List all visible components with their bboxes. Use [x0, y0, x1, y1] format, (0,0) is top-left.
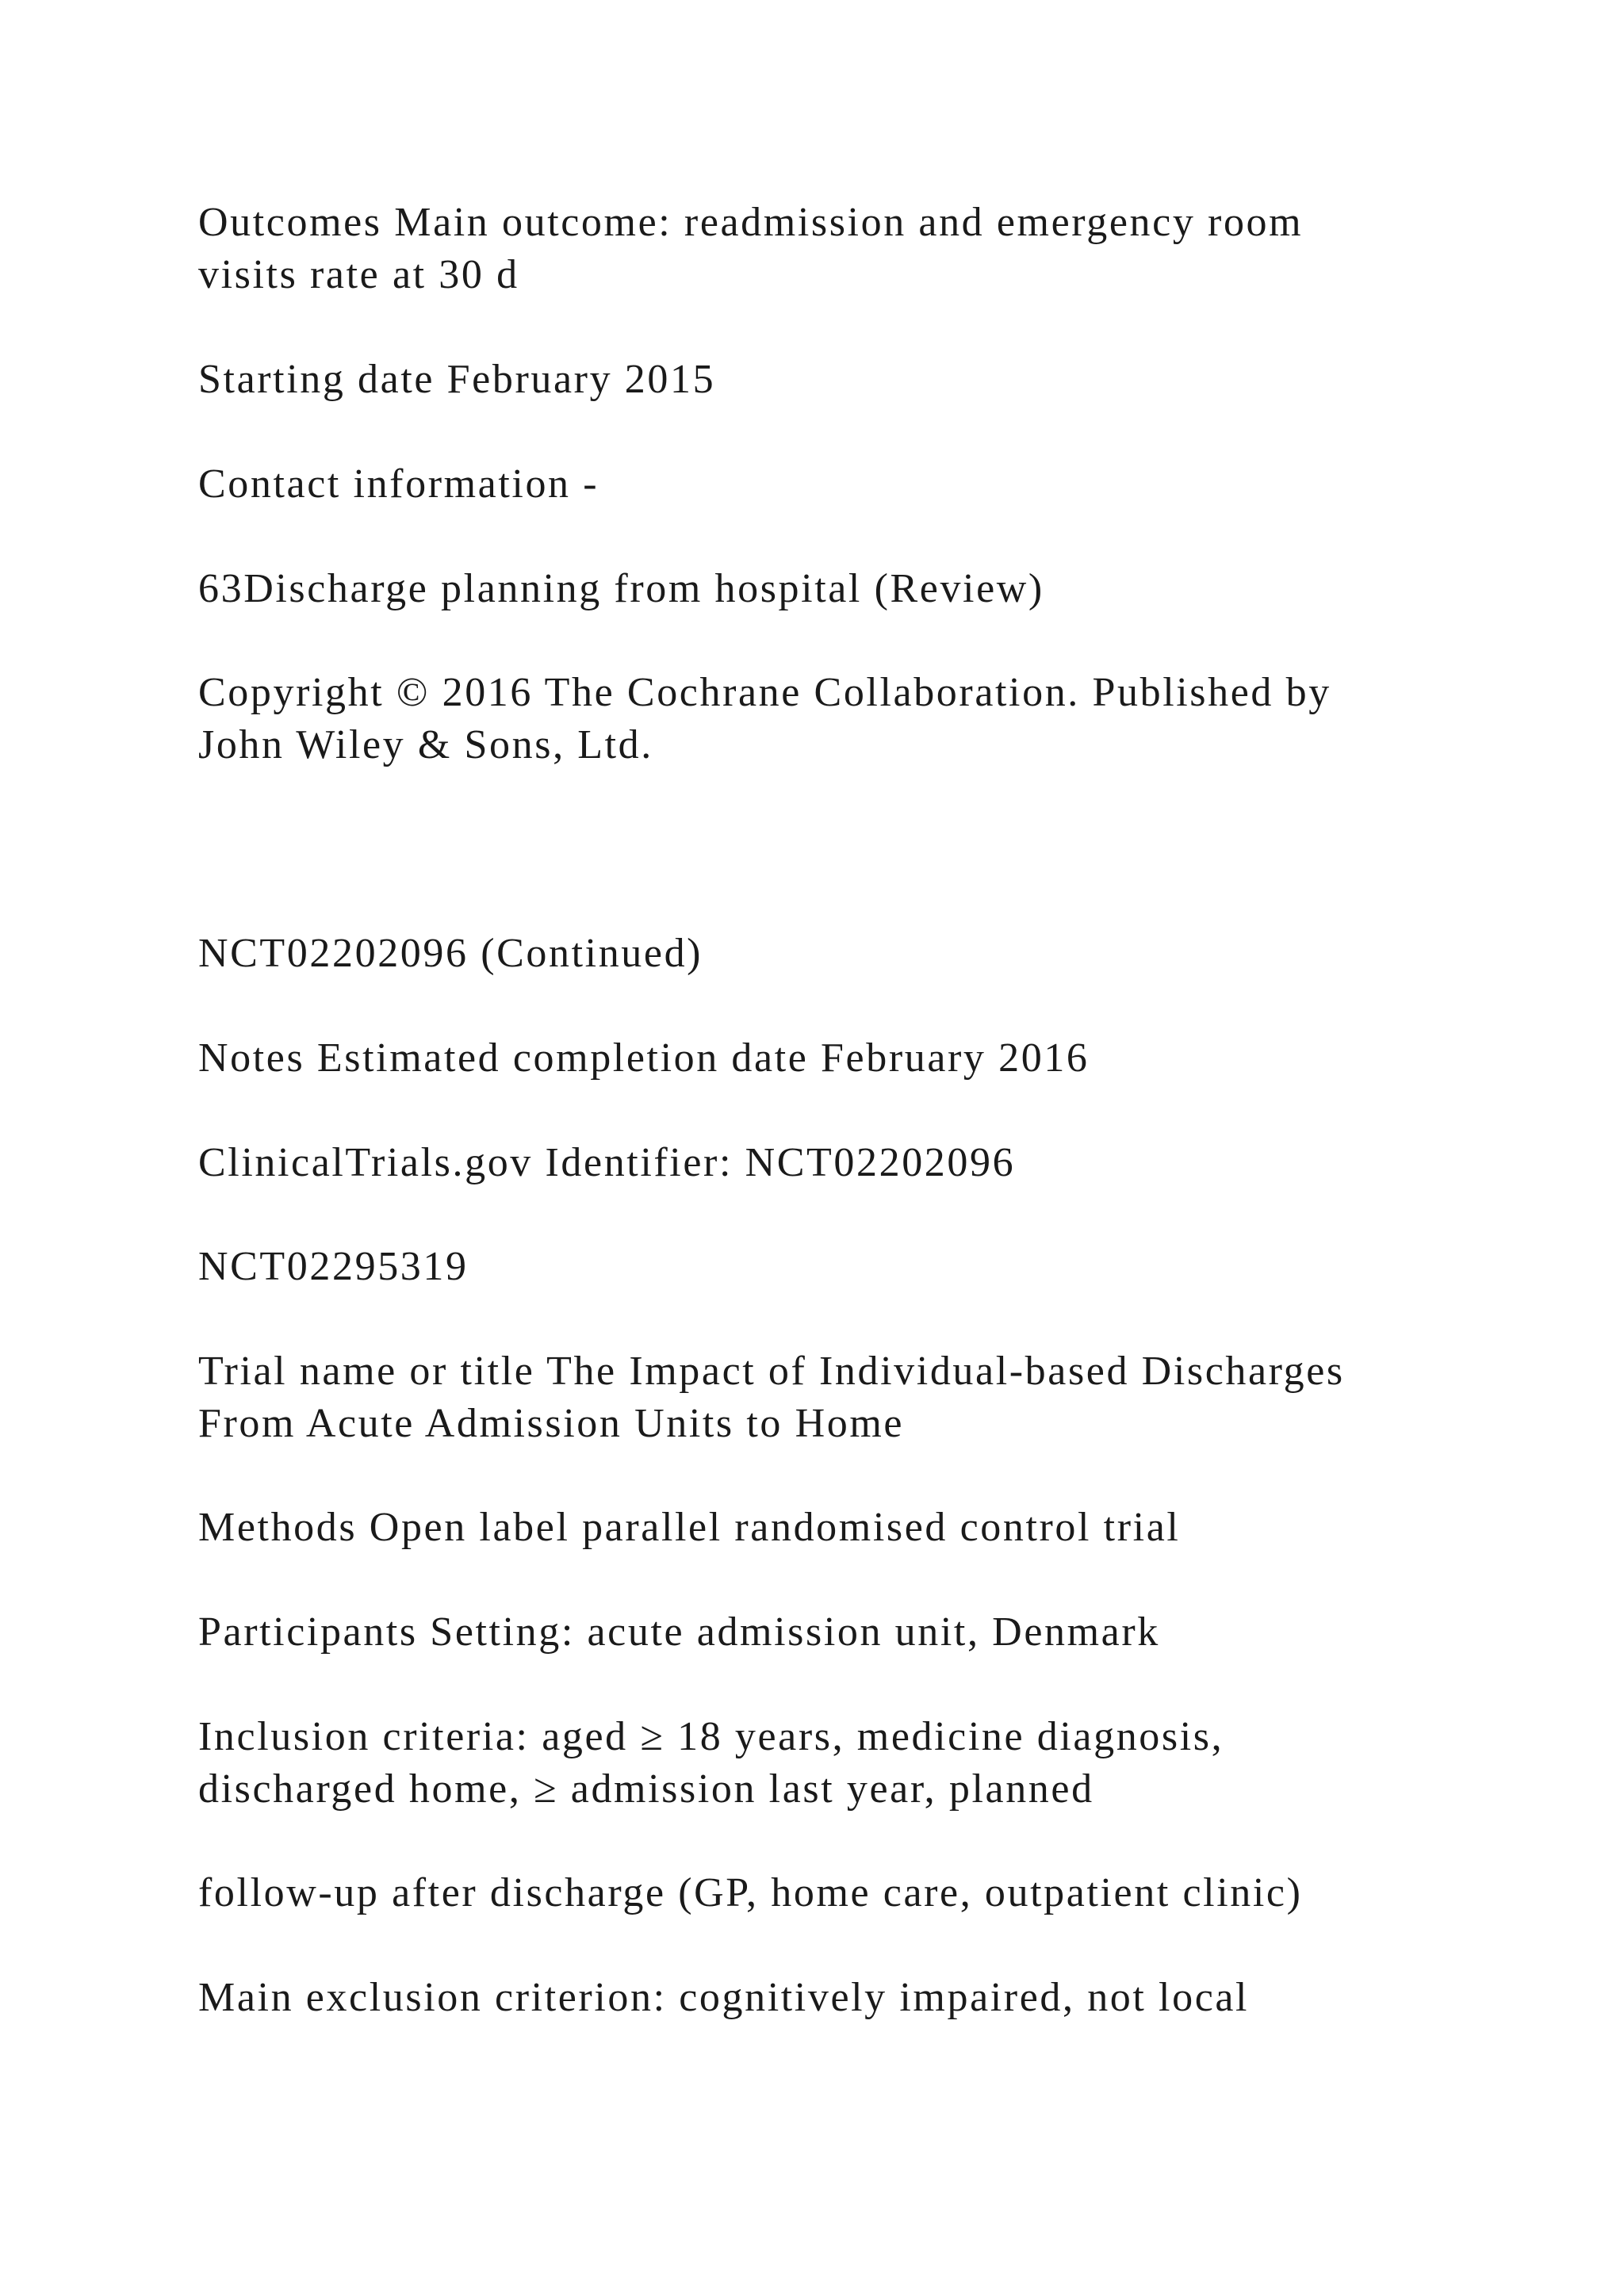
clinicaltrials-identifier-paragraph — [198, 1137, 1467, 1189]
text-line: Starting date February 2015 — [198, 357, 716, 402]
text-line: Inclusion criteria: aged ≥ 18 years, medicine diagnosis, — [198, 1714, 1224, 1759]
starting-date-paragraph — [198, 354, 1467, 406]
study-id-heading — [198, 1241, 1467, 1293]
text-line: Methods Open label parallel randomised control trial — [198, 1505, 1181, 1550]
copyright-paragraph — [198, 667, 1467, 771]
outcomes-paragraph — [198, 197, 1467, 301]
text-line: Trial name or title The Impact of Individual-based Discharges — [198, 1349, 1345, 1394]
methods-paragraph — [198, 1502, 1467, 1554]
text-line: Contact information - — [198, 461, 599, 507]
participants-paragraph — [198, 1606, 1467, 1659]
text-line: Participants Setting: acute admission unit, Denmark — [198, 1609, 1160, 1655]
text-line: NCT02295319 — [198, 1244, 469, 1289]
text-line: 63Discharge planning from hospital (Review) — [198, 566, 1044, 611]
text-line: NCT02202096 (Continued) — [198, 931, 703, 976]
inclusion-criteria-paragraph — [198, 1711, 1467, 1816]
text-line: Outcomes Main outcome: readmission and emergency room — [198, 200, 1304, 245]
text-line: From Acute Admission Units to Home — [198, 1401, 905, 1446]
exclusion-criterion-paragraph — [198, 1972, 1467, 2024]
contact-information-paragraph — [198, 458, 1467, 511]
trial-name-paragraph — [198, 1345, 1467, 1450]
text-line: ClinicalTrials.gov Identifier: NCT02202096 — [198, 1140, 1016, 1185]
text-line: John Wiley & Sons, Ltd. — [198, 722, 653, 767]
text-line: Copyright © 2016 The Cochrane Collaboration. Published by — [198, 670, 1331, 715]
text-line: visits rate at 30 d — [198, 252, 519, 297]
continued-header — [198, 928, 1467, 980]
page-footer-title — [198, 563, 1467, 615]
notes-paragraph — [198, 1032, 1467, 1085]
text-line: Notes Estimated completion date February 2016 — [198, 1035, 1090, 1081]
text-line: Main exclusion criterion: cognitively impaired, not local — [198, 1975, 1250, 2020]
follow-up-paragraph — [198, 1867, 1467, 1919]
text-line: follow-up after discharge (GP, home care, outpatient clinic) — [198, 1870, 1303, 1915]
text-line: discharged home, ≥ admission last year, planned — [198, 1766, 1094, 1812]
